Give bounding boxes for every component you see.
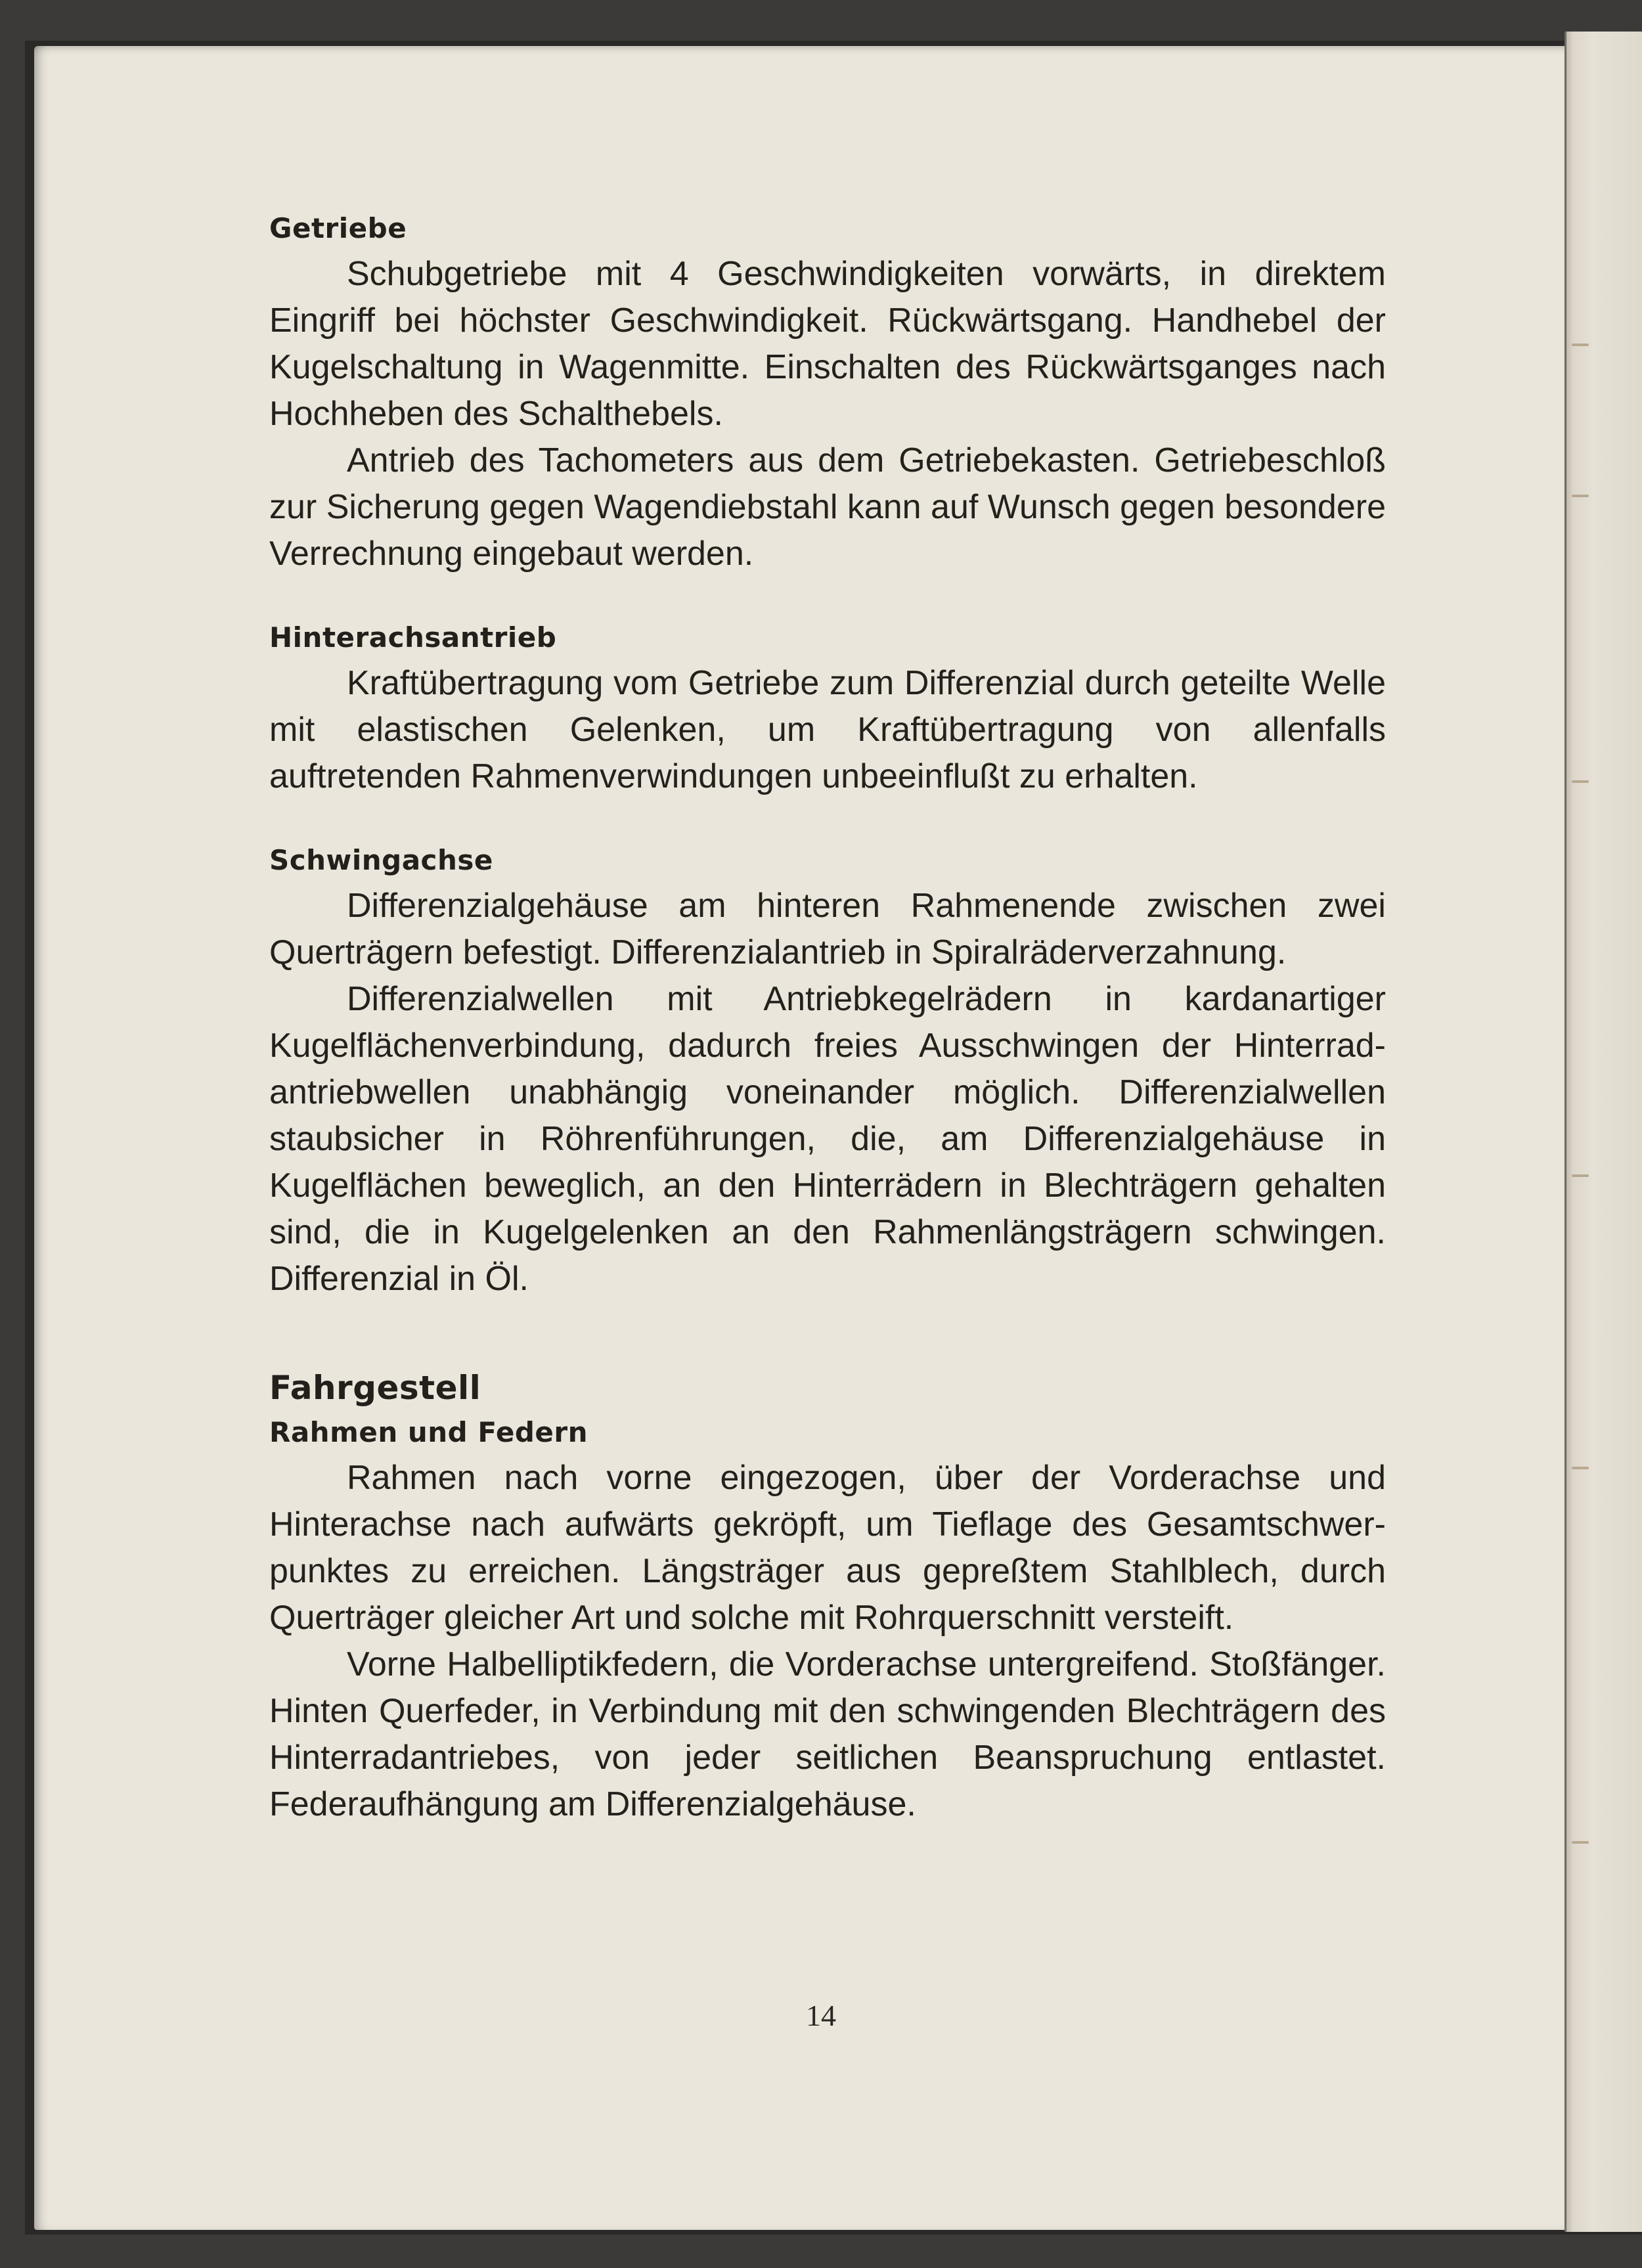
- page-edge-mark: [1572, 495, 1589, 497]
- page-edge-mark: [1572, 1174, 1589, 1177]
- paragraph: Antrieb des Tachometers aus dem Getriebekasten. Getriebeschloß zur Sicherung gegen Wagendiebstahl kann auf Wunsch gegen besondere Verrechnung eingebaut werden.: [269, 441, 1386, 573]
- section-heading-hinterachsantrieb: Hinterachsantrieb: [269, 621, 557, 654]
- paragraph: Vorne Halbelliptikfedern, die Vorderachse untergreifend. Stoßfänger. Hinten Querfeder, in Verbindung mit den schwingenden Blechträgern des Hinterradantriebes, von jeder seitlichen Beanspruchung entlastet. Federaufhängung am Differenzialgehäuse.: [269, 1645, 1386, 1823]
- section-heading-schwingachse: Schwingachse: [269, 844, 493, 876]
- major-section-title: Fahrgestell: [269, 1369, 481, 1407]
- paragraph: Differenzialgehäuse am hinteren Rahmenende zwischen zwei Querträgern befestigt. Differenzialantrieb in Spiralräderverzahnung.: [269, 887, 1386, 971]
- paragraph: Rahmen nach vorne eingezogen, über der Vorderachse und Hinterachse nach aufwärts gekröpft, um Tieflage des Gesamtschwerpunktes zu erreichen. Längsträger aus gepreßtem Stahlblech, durch Querträger gleicher Art und solche mit Rohrquerschnitt versteift.: [269, 1459, 1386, 1637]
- page-number: 14: [806, 1999, 836, 2032]
- paragraph: Differenzialwellen mit Antriebkegelrädern in kardanartiger Kugelflächenverbindung, dadurch freies Ausschwingen der Hinterradantriebwellen unabhängig voneinander möglich. Differenzialwellen staubsicher in Röhrenführungen, die, am Differenzialgehäuse in Kugelflächen beweglich, an den Hinterrädern in Blechträgern gehalten sind, die in Kugelgelenken an den Rahmenlängsträgern schwingen. Differenzial in Öl.: [269, 980, 1386, 1298]
- next-page-edge: [1564, 32, 1642, 2232]
- paragraph: Kraftübertragung vom Getriebe zum Differenzial durch geteilte Welle mit elastischen Gelenken, um Kraftübertragung von allenfalls auftretenden Rahmenverwindungen unbeeinflußt zu erhalten.: [269, 664, 1386, 795]
- page-edge-mark: [1572, 1467, 1589, 1469]
- paragraph: Schubgetriebe mit 4 Geschwindigkeiten vorwärts, in direktem Eingriff bei höchster Geschwindigkeit. Rückwärtsgang. Handhebel der Kugelschaltung in Wagenmitte. Einschalten des Rückwärtsganges nach Hochheben des Schalthebels.: [269, 255, 1386, 433]
- page-edge-mark: [1572, 780, 1589, 783]
- page-edge-mark: [1572, 1841, 1589, 1844]
- page-text-block: [269, 210, 1386, 1828]
- section-heading-rahmen-und-federn: Rahmen und Federn: [269, 1416, 588, 1448]
- page-edge-mark: [1572, 344, 1589, 346]
- section-heading-getriebe: Getriebe: [269, 212, 407, 244]
